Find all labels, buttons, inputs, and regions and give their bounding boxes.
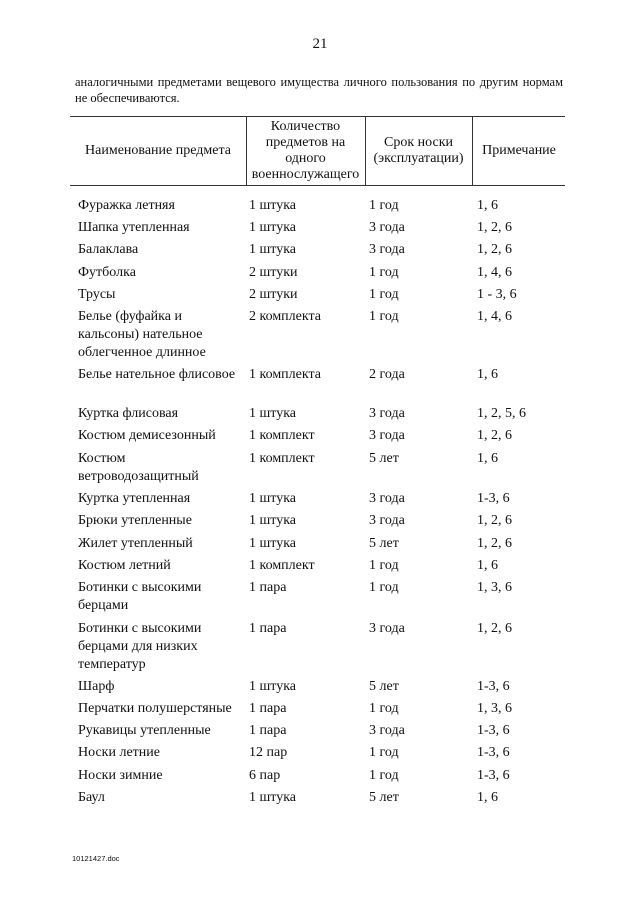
item-term: 1 год [369,701,399,716]
item-quantity: 1 пара [249,701,287,716]
item-note: 1 - 3, 6 [477,287,517,302]
item-quantity: 1 пара [249,580,287,595]
item-term: 1 год [369,768,399,783]
item-quantity: 1 штука [249,491,297,506]
item-quantity: 1 штука [249,406,297,421]
item-quantity: 1 штука [249,198,297,213]
item-term: 1 год [369,558,399,573]
item-quantity: 1 штука [249,513,297,528]
item-term: 2 года [369,367,405,382]
item-note: 1, 6 [477,198,498,213]
item-note: 1, 2, 5, 6 [477,406,526,421]
item-name: Рукавицы утепленные [78,723,211,738]
item-term: 5 лет [369,451,399,466]
item-quantity: 1 штука [249,220,297,235]
item-note: 1, 4, 6 [477,265,512,280]
column-header-note: Примечание [482,142,556,158]
item-note: 1, 4, 6 [477,309,512,324]
item-note: 1-3, 6 [477,723,510,738]
item-name: Куртка утепленная [78,491,191,506]
item-note: 1-3, 6 [477,768,510,783]
item-quantity: 1 штука [249,790,297,805]
item-term: 1 год [369,309,399,324]
item-note: 1, 6 [477,558,498,573]
item-name: Перчатки полушерстяные [78,701,232,716]
item-quantity: 2 штуки [249,265,298,280]
item-note: 1, 6 [477,451,498,466]
item-name: Футболка [78,265,136,280]
item-name: Ботинки с высокими берцами для низких температур [78,621,202,672]
item-name: Костюм демисезонный [78,428,216,443]
item-term: 3 года [369,621,405,636]
item-note: 1-3, 6 [477,679,510,694]
item-name: Жилет утепленный [78,536,193,551]
item-name: Костюм ветроводозащитный [78,451,199,484]
item-note: 1, 3, 6 [477,701,512,716]
item-note: 1, 3, 6 [477,580,512,595]
item-term: 1 год [369,287,399,302]
item-name: Балаклава [78,242,139,257]
item-name: Трусы [78,287,116,302]
intro-text: аналогичными предметами вещевого имущества личного пользования по другим нормам не обеспечиваются. [75,75,563,105]
item-term: 1 год [369,580,399,595]
item-name: Ботинки с высокими берцами [78,580,202,613]
item-name: Носки зимние [78,768,163,783]
item-name: Брюки утепленные [78,513,192,528]
item-quantity: 6 пар [249,768,281,783]
item-name: Шапка утепленная [78,220,190,235]
item-note: 1, 2, 6 [477,621,512,636]
column-header-qty: Количество предметов на одного военнослужащего [251,118,360,182]
item-term: 3 года [369,491,405,506]
item-term: 3 года [369,428,405,443]
item-name: Белье (фуфайка и кальсоны) нательное облегченное длинное [78,309,206,360]
item-quantity: 2 комплекта [249,309,321,324]
item-term: 3 года [369,723,405,738]
item-term: 3 года [369,513,405,528]
item-note: 1, 6 [477,790,498,805]
item-note: 1-3, 6 [477,491,510,506]
item-name: Костюм летний [78,558,171,573]
column-header-name: Наименование предмета [85,142,231,158]
item-term: 5 лет [369,679,399,694]
item-quantity: 1 штука [249,679,297,694]
item-name: Куртка флисовая [78,406,179,421]
item-name: Носки летние [78,745,160,760]
item-quantity: 1 штука [249,242,297,257]
item-note: 1, 2, 6 [477,536,512,551]
item-note: 1, 2, 6 [477,242,512,257]
item-quantity: 2 штуки [249,287,298,302]
item-quantity: 12 пар [249,745,288,760]
item-quantity: 1 комплект [249,428,315,443]
item-term: 3 года [369,242,405,257]
item-term: 1 год [369,745,399,760]
column-header-term: Срок носки (эксплуатации) [373,134,464,166]
item-name: Шарф [78,679,115,694]
item-note: 1, 2, 6 [477,220,512,235]
table-header-rule-bottom [70,185,565,186]
item-term: 5 лет [369,790,399,805]
page-number: 21 [312,36,328,52]
item-term: 3 года [369,220,405,235]
item-quantity: 1 пара [249,621,287,636]
item-quantity: 1 штука [249,536,297,551]
item-term: 5 лет [369,536,399,551]
item-note: 1-3, 6 [477,745,510,760]
item-name: Баул [78,790,105,805]
item-quantity: 1 комплекта [249,367,321,382]
item-quantity: 1 пара [249,723,287,738]
footer-filename: 10121427.doc [72,854,120,863]
item-term: 1 год [369,265,399,280]
item-name: Белье нательное флисовое [78,367,236,382]
item-quantity: 1 комплект [249,451,315,466]
item-note: 1, 6 [477,367,498,382]
item-name: Фуражка летняя [78,198,175,213]
item-quantity: 1 комплект [249,558,315,573]
item-note: 1, 2, 6 [477,513,512,528]
item-term: 3 года [369,406,405,421]
item-note: 1, 2, 6 [477,428,512,443]
item-term: 1 год [369,198,399,213]
